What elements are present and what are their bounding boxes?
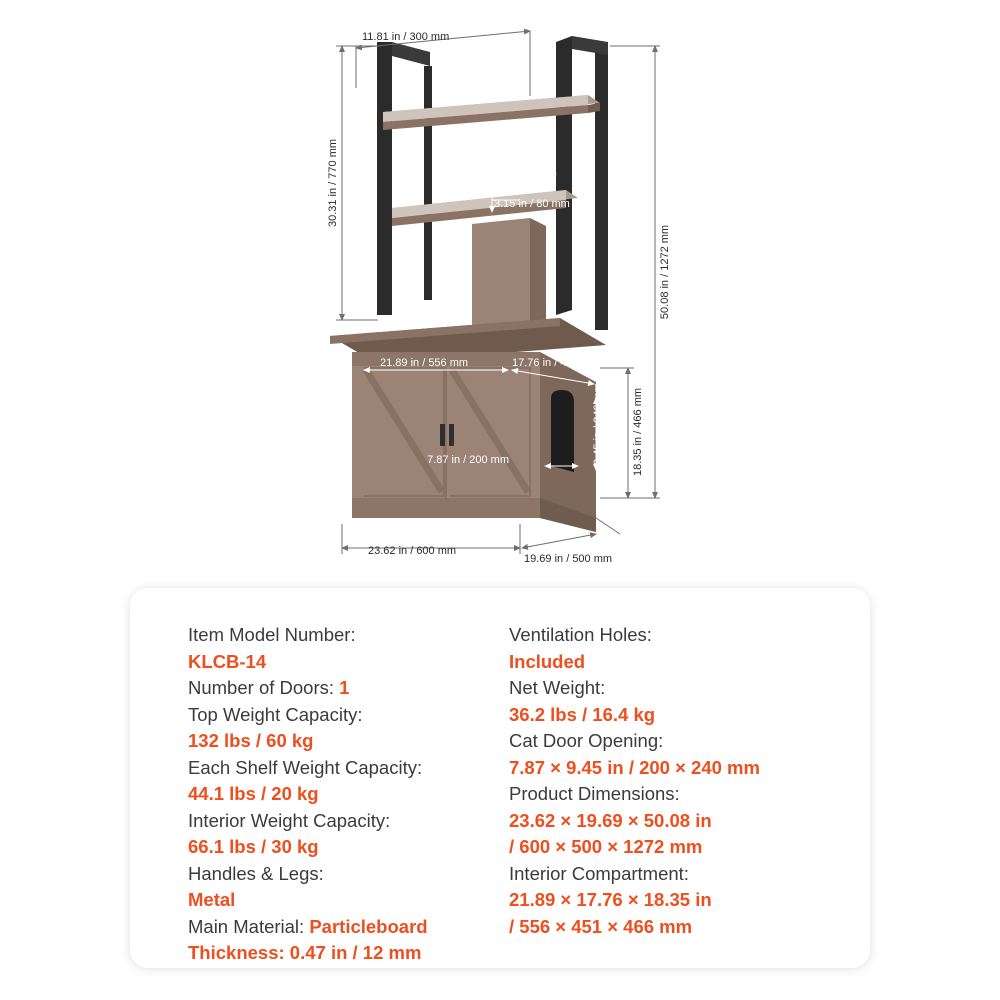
spec-item-number-of-doors xyxy=(188,675,499,702)
dim-label-hutch-height: 30.31 in / 770 mm xyxy=(327,138,339,228)
spec-item-interior-weight-capacity xyxy=(188,808,499,861)
spec-item-interior-compartment xyxy=(509,861,830,941)
dim-overall-width xyxy=(342,524,520,557)
specifications-card xyxy=(130,588,870,968)
spec-label: Handles & Legs: xyxy=(188,862,324,884)
spec-value: 66.1 lbs / 30 kg xyxy=(188,836,319,857)
spec-item-product-dimensions xyxy=(509,781,830,861)
spec-value-second-line: / 600 × 500 × 1272 mm xyxy=(509,836,703,857)
spec-label: Item Model Number: xyxy=(188,624,356,645)
dim-middle-shelf-width xyxy=(434,161,556,185)
spec-item-handles-legs xyxy=(188,861,499,914)
dim-label-total-height: 50.08 in / 1272 mm xyxy=(659,224,671,320)
spec-item-net-weight xyxy=(509,675,830,728)
spec-column-left xyxy=(188,622,509,967)
dim-hutch-height xyxy=(327,46,380,320)
spec-label: Interior Compartment: xyxy=(509,862,689,884)
spec-value: Included xyxy=(509,650,586,672)
spec-value: 7.87 × 9.45 in / 200 × 240 mm xyxy=(509,756,760,778)
spec-label: Cat Door Opening: xyxy=(509,730,664,751)
spec-label: Top Weight Capacity: xyxy=(188,703,363,725)
dim-cabinet-height xyxy=(600,368,644,498)
spec-label: Net Weight: xyxy=(509,677,606,698)
spec-item-shelf-weight-capacity xyxy=(188,755,499,808)
dim-label-cabinet-height: 18.35 in / 466 mm xyxy=(632,387,644,477)
spec-item-cat-door-opening xyxy=(509,728,830,781)
dim-label-overall-depth: 19.69 in / 500 mm xyxy=(524,553,613,565)
dim-label-cat-door-width: 7.87 in / 200 mm xyxy=(427,454,509,466)
spec-value: 0.47 in / 12 mm xyxy=(289,942,422,963)
spec-label: Each Shelf Weight Capacity: xyxy=(188,756,423,778)
spec-item-top-weight-capacity xyxy=(188,702,499,755)
dim-label-cat-door-height: 9.45 in / 240 mm xyxy=(592,383,604,465)
spec-value: 132 lbs / 60 kg xyxy=(188,730,314,751)
dim-cat-door-height xyxy=(592,383,604,470)
spec-label: Interior Weight Capacity: xyxy=(188,809,391,831)
spec-label: Thickness: xyxy=(188,942,285,963)
spec-value: 44.1 lbs / 20 kg xyxy=(188,783,319,804)
spec-label: Ventilation Holes: xyxy=(509,624,652,645)
dim-label-middle-shelf-width: 11.22 in / 285 mm xyxy=(440,161,528,173)
cat-door-opening xyxy=(551,390,574,472)
dim-label-middle-gap: 3.15 in / 80 mm xyxy=(494,198,570,210)
spec-column-right xyxy=(509,622,830,967)
spec-item-model-number xyxy=(188,622,499,675)
dim-label-interior-width: 21.89 in / 556 mm xyxy=(380,357,469,369)
spec-label: Product Dimensions: xyxy=(509,783,680,804)
spec-value: 1 xyxy=(339,677,350,698)
center-divider xyxy=(472,218,546,336)
spec-value: 23.62 × 19.69 × 50.08 in xyxy=(509,809,712,831)
spec-value: 36.2 lbs / 16.4 kg xyxy=(509,703,656,725)
cabinet-body xyxy=(352,352,596,532)
spec-label: Number of Doors: xyxy=(188,677,334,698)
spec-value: Metal xyxy=(188,889,236,910)
spec-value-second-line: / 556 × 451 × 466 mm xyxy=(509,915,693,937)
dim-label-interior-depth: 17.76 in / 451 mm xyxy=(512,357,601,369)
dim-label-overall-width: 23.62 in / 600 mm xyxy=(368,545,457,557)
spec-item-main-material xyxy=(188,914,499,941)
spec-value: KLCB-14 xyxy=(188,650,267,672)
spec-item-ventilation-holes xyxy=(509,622,830,675)
spec-label: Main Material: xyxy=(188,915,305,937)
spec-value: Particleboard xyxy=(309,915,428,937)
spec-item-thickness xyxy=(188,940,499,967)
dim-label-top-shelf-depth: 11.81 in / 300 mm xyxy=(362,31,450,43)
spec-value: 21.89 × 17.76 × 18.35 in xyxy=(509,889,712,910)
